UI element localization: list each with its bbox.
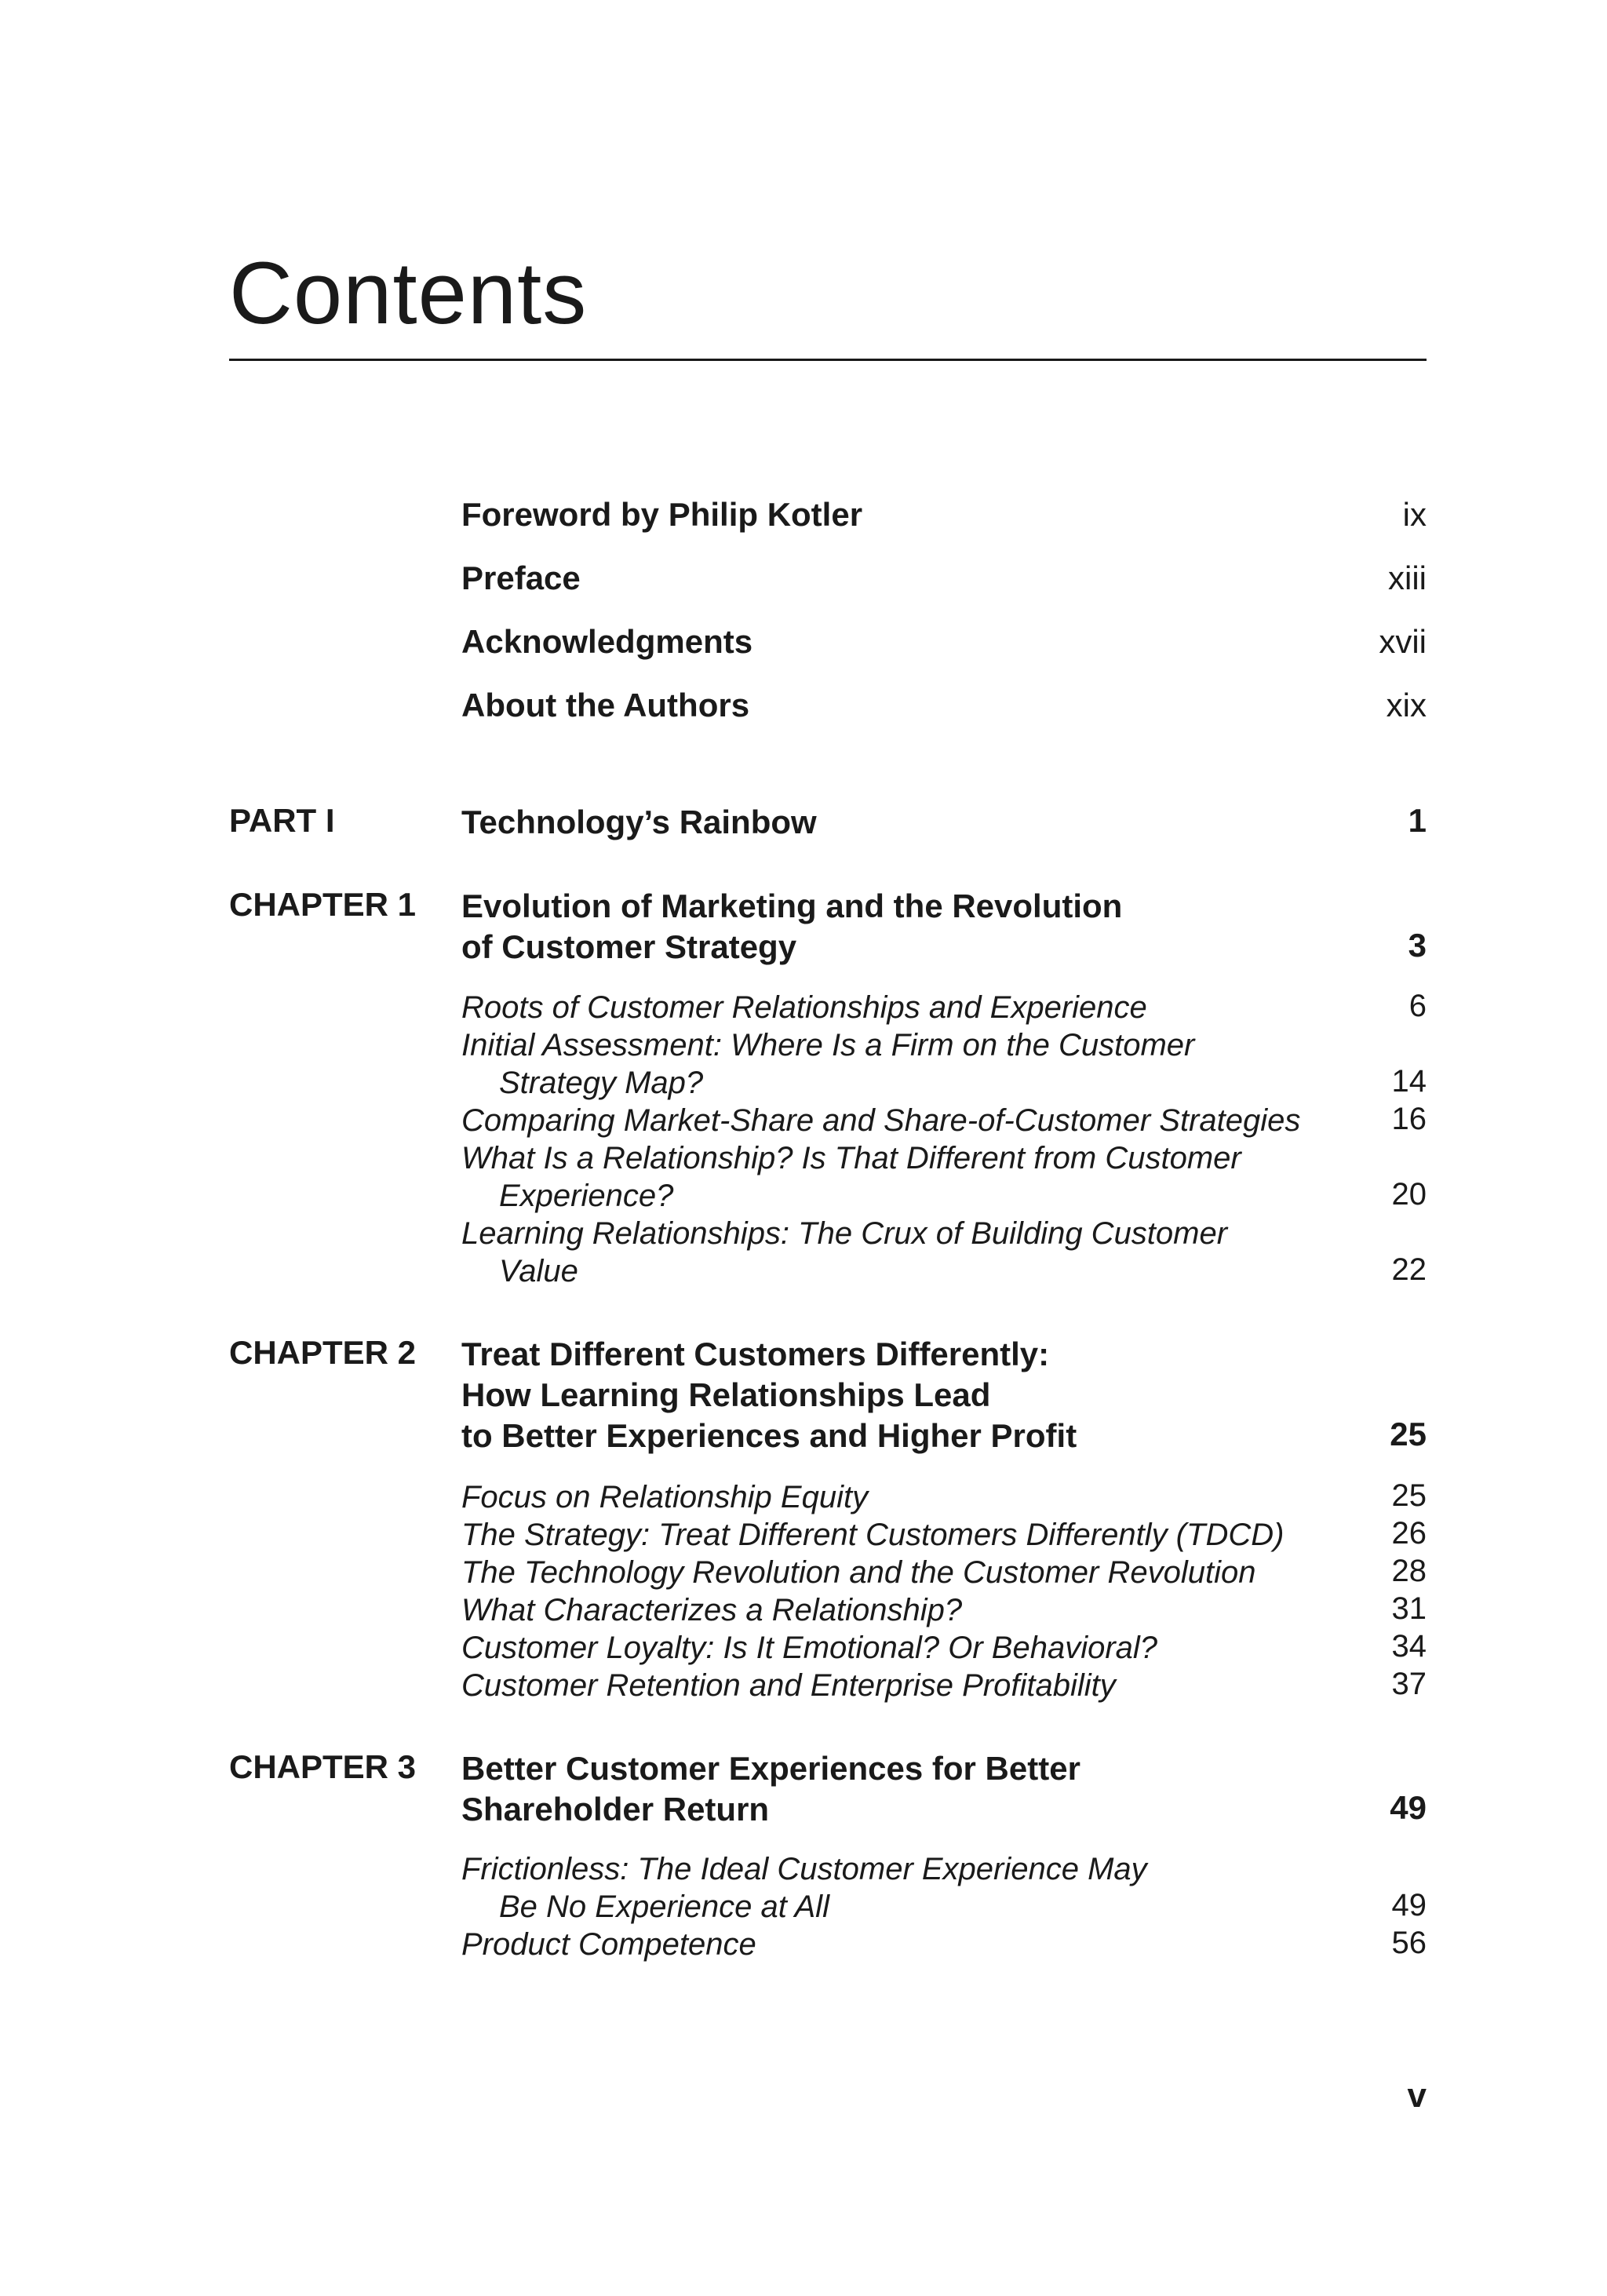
entry-title [461,1026,1194,1102]
chapter-title-line: How Learning Relationships Lead [461,1376,991,1413]
entry-title: What Characterizes a Relationship? [461,1593,963,1627]
toc-entry-label: About the Authors [461,687,750,723]
entry-page: 16 [1391,1102,1427,1136]
entry-title-line: Experience? [499,1179,674,1213]
toc-entry-page: ix [1402,496,1427,533]
toc-entry-page: xvii [1379,623,1427,660]
toc-entry-page: xiii [1388,559,1427,596]
chapter-label: CHAPTER 3 [229,1748,417,1785]
toc-entry-label: Preface [461,559,581,596]
part-label: PART I [229,802,335,839]
entry-page: 56 [1391,1926,1427,1960]
toc-entry-label: Foreword by Philip Kotler [461,496,863,533]
entry-title [461,1215,1227,1290]
chapter-title [461,1334,1077,1456]
entry-title-line: Frictionless: The Ideal Customer Experience May [461,1852,1147,1886]
chapter-page: 25 [1390,1416,1427,1452]
entry-page: 34 [1391,1629,1427,1664]
entry-title: Product Competence [461,1927,756,1962]
entry-page: 14 [1391,1064,1427,1099]
entry-page: 31 [1391,1591,1427,1626]
entry-title [461,1102,1300,1139]
entry-title: Focus on Relationship Equity [461,1480,869,1514]
chapter-page: 3 [1408,927,1427,964]
chapter-label: CHAPTER 1 [229,886,417,923]
toc-entry-label: Acknowledgments [461,623,753,660]
entry-title: Customer Retention and Enterprise Profitability [461,1668,1116,1703]
chapter-title [461,1748,1080,1830]
chapter-label: CHAPTER 2 [229,1334,417,1371]
part-title: Technology’s Rainbow [461,804,817,840]
entry-title: The Technology Revolution and the Customer Revolution [461,1555,1256,1590]
chapter-title-line: to Better Experiences and Higher Profit [461,1417,1077,1454]
part-page: 1 [1408,802,1427,839]
entry-page: 20 [1391,1177,1427,1212]
entry-page: 49 [1391,1888,1427,1922]
chapter-title-line: Better Customer Experiences for Better [461,1750,1080,1787]
entry-title [461,1850,1147,1926]
chapter-title [461,886,1122,968]
entry-title [461,989,1147,1026]
entry-page: 37 [1391,1667,1427,1701]
entry-page: 26 [1391,1516,1427,1551]
chapter-title-line: Evolution of Marketing and the Revolution [461,887,1123,924]
entry-title-line: Initial Assessment: Where Is a Firm on the Customer [461,1028,1195,1062]
entry-title-line: Strategy Map? [499,1066,704,1100]
chapter-title-line: Treat Different Customers Differently: [461,1336,1050,1372]
chapter-title-line: of Customer Strategy [461,928,797,965]
page-number: v [1407,2076,1427,2115]
chapter-title-line: Shareholder Return [461,1791,770,1828]
toc-entry-page: xix [1386,687,1427,723]
entry-title-line: Be No Experience at All [499,1890,829,1924]
entry-page: 22 [1391,1252,1427,1287]
page-title: Contents [229,244,588,342]
entry-title-line: Learning Relationships: The Crux of Building Customer [461,1216,1228,1251]
entry-title-line: What Is a Relationship? Is That Different from Customer [461,1141,1241,1175]
chapter-page: 49 [1390,1789,1427,1826]
entry-title-line: Roots of Customer Relationships and Experience [461,990,1147,1025]
entry-title-line: Value [499,1254,578,1288]
entry-title: Customer Loyalty: Is It Emotional? Or Behavioral? [461,1631,1158,1665]
entry-title [461,1139,1241,1215]
title-rule [229,359,1427,361]
entry-title: The Strategy: Treat Different Customers Differently (TDCD) [461,1518,1285,1552]
entry-page: 28 [1391,1554,1427,1588]
entry-title-line: Comparing Market-Share and Share-of-Customer Strategies [461,1103,1301,1138]
entry-page: 25 [1391,1478,1427,1513]
entry-page: 6 [1408,989,1427,1023]
